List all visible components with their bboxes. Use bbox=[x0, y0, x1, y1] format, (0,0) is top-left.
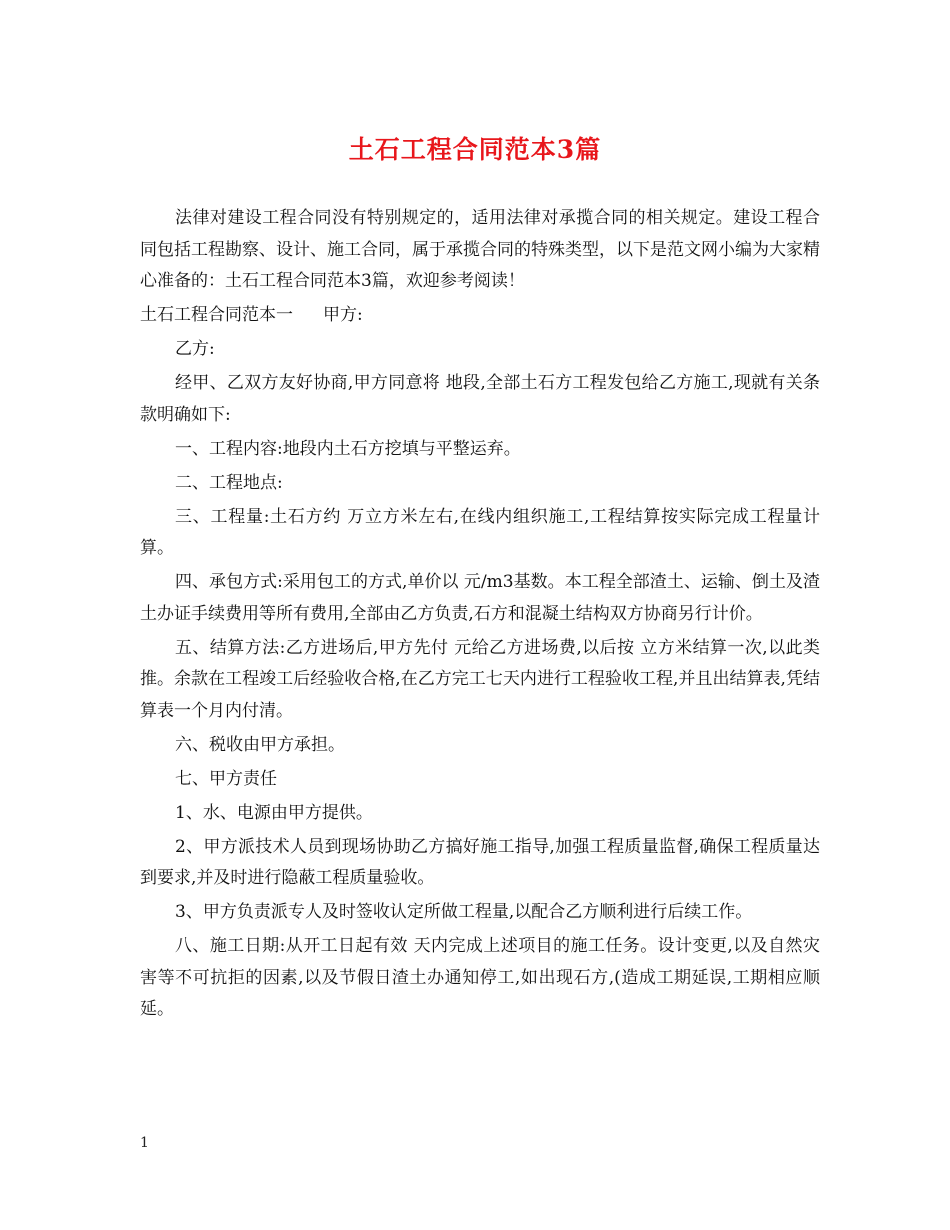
clause-paragraph: 经甲、乙双方友好协商,甲方同意将 地段,全部土石方工程发包给乙方施工,现就有关条款明确如下: bbox=[140, 373, 820, 425]
clause-paragraph: 2、甲方派技术人员到现场协助乙方搞好施工指导,加强工程质量监督,确保工程质量达到要求,并及时进行隐蔽工程质量验收。 bbox=[140, 836, 820, 888]
clause-paragraph: 一、工程内容:地段内土石方挖填与平整运弃。 bbox=[175, 438, 521, 459]
clause-paragraph: 四、承包方式:采用包工的方式,单价以 元/m3基数。本工程全部渣土、运输、倒土及渣土办证手续费用等所有费用,全部由乙方负责,石方和混凝土结构双方协商另行计价。 bbox=[140, 572, 820, 624]
party-b-label: 乙方: bbox=[175, 339, 215, 359]
section-title: 土石工程合同范本一 bbox=[140, 305, 293, 325]
page-number: 1 bbox=[140, 1135, 149, 1151]
party-a-label: 甲方: bbox=[323, 305, 363, 325]
clause-paragraph: 七、甲方责任 bbox=[175, 768, 277, 789]
clause-paragraph: 二、工程地点: bbox=[175, 472, 283, 493]
clause-paragraph: 五、结算方法:乙方进场后,甲方先付 元给乙方进场费,以后按 立方米结算一次,以此类推。余款在工程竣工后经验收合格,在乙方完工七天内进行工程验收工程,并且出结算表,凭结算表一个月内付清。 bbox=[140, 637, 820, 721]
clause-paragraph: 六、税收由甲方承担。 bbox=[175, 734, 345, 755]
clause-paragraph: 三、工程量:土石方约 万立方米左右,在线内组织施工,工程结算按实际完成工程量计算。 bbox=[140, 506, 820, 558]
section-heading bbox=[140, 300, 820, 332]
clause-paragraph: 八、施工日期:从开工日起有效 天内完成上述项目的施工任务。设计变更,以及自然灾害等不可抗拒的因素,以及节假日渣土办通知停工,如出现石方,(造成工期延误,工期相应顺延。 bbox=[140, 936, 820, 1019]
clause-paragraph: 1、水、电源由甲方提供。 bbox=[175, 802, 373, 823]
intro-paragraph: 法律对建设工程合同没有特别规定的，适用法律对承揽合同的相关规定。建设工程合同包括工程勘察、设计、施工合同，属于承揽合同的特殊类型，以下是范文网小编为大家精心准备的：土石工程合同范本3篇，欢迎参考阅读！ bbox=[140, 208, 820, 291]
clause-paragraph: 3、甲方负责派专人及时签收认定所做工程量,以配合乙方顺利进行后续工作。 bbox=[175, 902, 753, 922]
document-title: 土石工程合同范本3篇 bbox=[348, 135, 602, 164]
document-body bbox=[140, 203, 820, 1028]
